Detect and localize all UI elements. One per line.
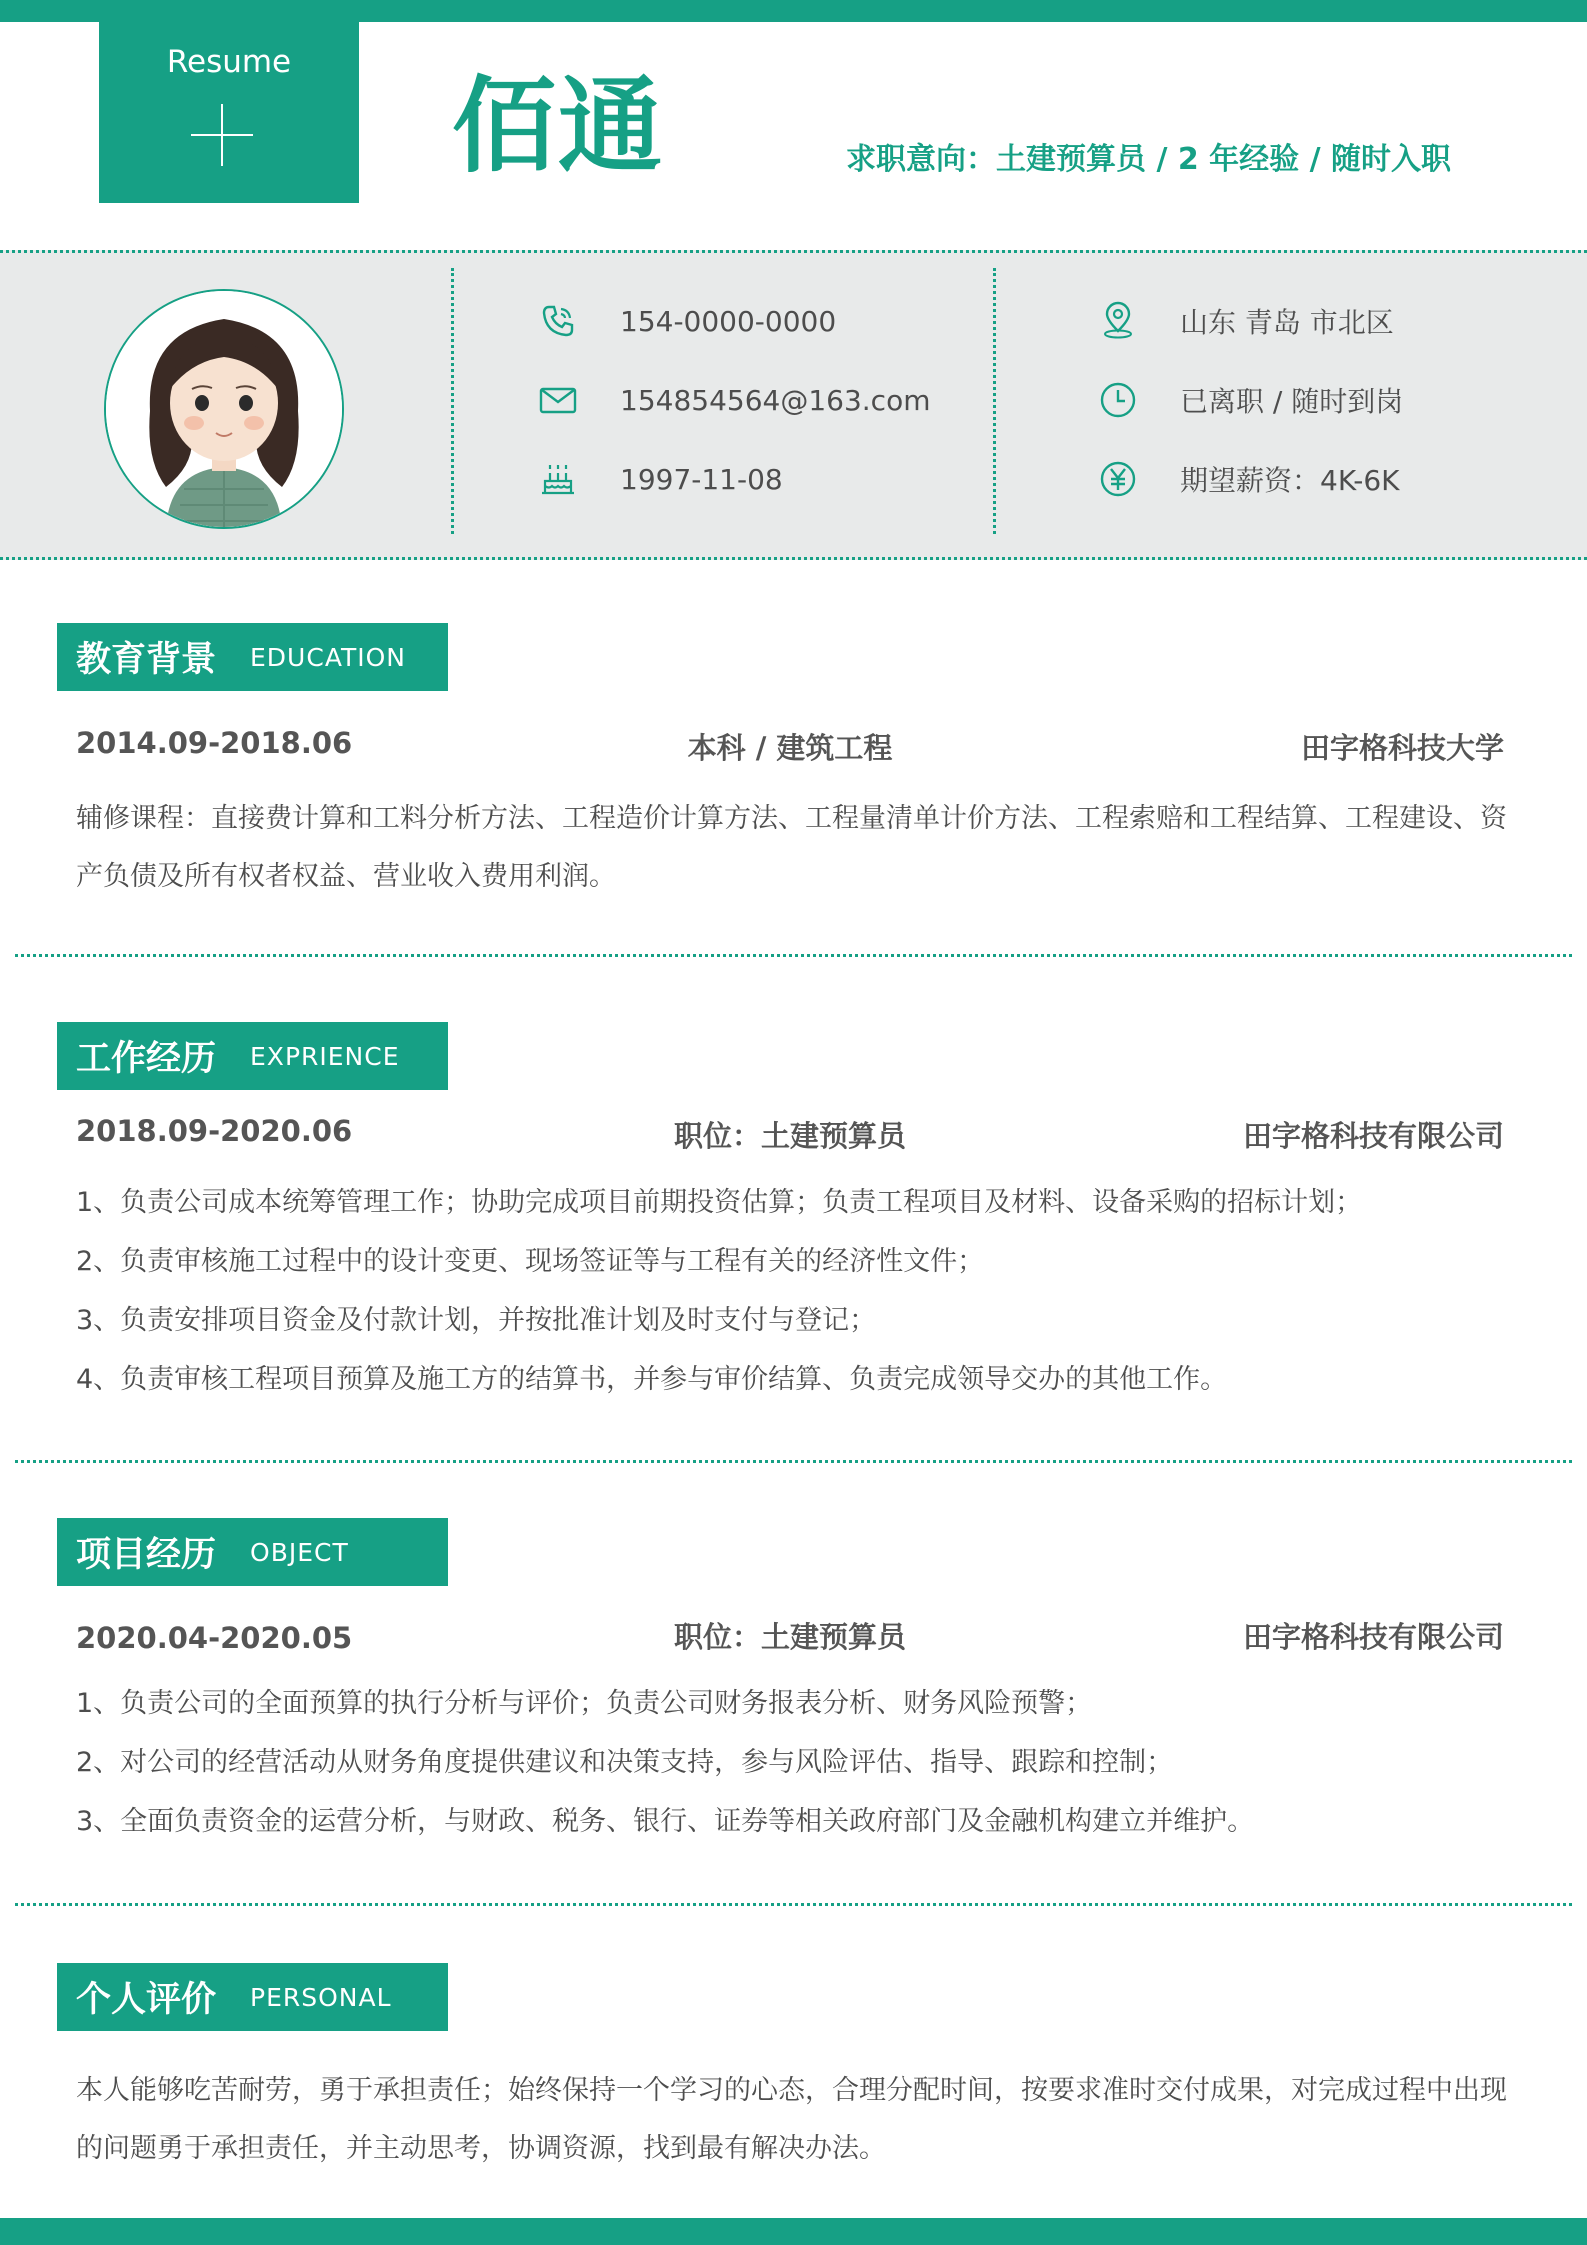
work-company: 田字格科技有限公司 (1242, 1119, 1504, 1153)
top-accent-bar (0, 0, 1587, 22)
phone-icon (536, 301, 580, 341)
job-intent: 求职意向：土建预算员 / 2 年经验 / 随时入职 (846, 142, 1452, 177)
status-row (1096, 380, 1403, 420)
list-item: 3、负责安排项目资金及付款计划，并按批准计划及时支付与登记； (76, 1305, 877, 1336)
cake-icon (536, 459, 580, 499)
yuan-icon (1096, 459, 1140, 499)
project-duties (76, 1674, 1516, 1851)
section-title: 项目经历 (76, 1535, 217, 1575)
education-degree: 本科 / 建筑工程 (687, 731, 893, 765)
mail-icon (536, 380, 580, 420)
section-subtitle: OBJECT (250, 1537, 349, 1567)
section-subtitle: EXPRIENCE (250, 1041, 400, 1071)
education-summary (76, 726, 1504, 770)
salary-text: 期望薪资：4K-6K (1180, 464, 1400, 497)
list-item: 2、对公司的经营活动从财务角度提供建议和决策支持，参与风险评估、指导、跟踪和控制； (76, 1747, 1174, 1778)
personal-description: 本人能够吃苦耐劳，勇于承担责任；始终保持一个学习的心态，合理分配时间，按要求准时交付成果，对完成过程中出现的问题勇于承担责任，并主动思考，协调资源，找到最有解决办法。 (76, 2075, 1507, 2164)
education-school: 田字格科技大学 (1300, 731, 1504, 765)
email-row (536, 380, 930, 420)
section-header-personal (57, 1963, 448, 2031)
email-address: 154854564@163.com (620, 383, 931, 417)
resume-badge (99, 22, 359, 203)
location-text: 山东 青岛 市北区 (1180, 306, 1394, 339)
education-description: 辅修课程：直接费计算和工料分析方法、工程造价计算方法、工程量清单计价方法、工程索赔和工程结算、工程建设、资产负债及所有权者权益、营业收入费用利润。 (76, 803, 1507, 892)
work-period: 2018.09-2020.06 (76, 1114, 353, 1148)
phone-row (536, 301, 930, 341)
location-row (1096, 301, 1403, 341)
avatar-illustration (106, 291, 342, 527)
candidate-name: 佰通 (452, 65, 665, 187)
list-item: 2、负责审核施工过程中的设计变更、现场签证等与工程有关的经济性文件； (76, 1246, 985, 1277)
work-duties (76, 1173, 1516, 1409)
work-position: 职位：土建预算员 (673, 1119, 906, 1153)
section-title: 工作经历 (76, 1039, 217, 1079)
contact-right-column (1096, 301, 1403, 499)
birthday-row (536, 459, 930, 499)
list-item: 1、负责公司成本统筹管理工作；协助完成项目前期投资估算；负责工程项目及材料、设备采购的招标计划； (76, 1187, 1363, 1218)
project-period: 2020.04-2020.05 (76, 1621, 353, 1655)
project-position: 职位：土建预算员 (673, 1620, 906, 1654)
resume-label: Resume (166, 44, 292, 80)
divider (451, 268, 454, 534)
section-header-project (57, 1518, 448, 1586)
section-divider (15, 954, 1572, 957)
bottom-accent-bar (0, 2218, 1587, 2245)
section-title: 个人评价 (76, 1980, 217, 2020)
section-header-work (57, 1022, 448, 1090)
list-item: 1、负责公司的全面预算的执行分析与评价；负责公司财务报表分析、财务风险预警； (76, 1688, 1093, 1719)
location-pin-icon (1096, 301, 1140, 341)
status-text: 已离职 / 随时到岗 (1180, 385, 1404, 418)
section-header-education (57, 623, 448, 691)
contact-left-column (536, 301, 930, 499)
section-subtitle: EDUCATION (250, 642, 407, 672)
plus-icon-stroke (221, 104, 223, 166)
birth-date: 1997-11-08 (620, 462, 783, 496)
education-period: 2014.09-2018.06 (76, 726, 353, 760)
list-item: 4、负责审核工程项目预算及施工方的结算书，并参与审价结算、负责完成领导交办的其他工作。 (76, 1364, 1228, 1395)
section-divider (15, 1460, 1572, 1463)
section-title: 教育背景 (76, 640, 217, 680)
work-summary (76, 1114, 1504, 1158)
project-summary (76, 1615, 1504, 1659)
divider (993, 268, 996, 534)
project-company: 田字格科技有限公司 (1242, 1620, 1504, 1654)
phone-number: 154-0000-0000 (620, 304, 837, 338)
salary-row (1096, 459, 1403, 499)
clock-icon (1096, 380, 1140, 420)
section-subtitle: PERSONAL (250, 1982, 392, 2012)
section-divider (15, 1903, 1572, 1906)
list-item: 3、全面负责资金的运营分析，与财政、税务、银行、证券等相关政府部门及金融机构建立并维护。 (76, 1806, 1255, 1837)
avatar (104, 289, 344, 529)
